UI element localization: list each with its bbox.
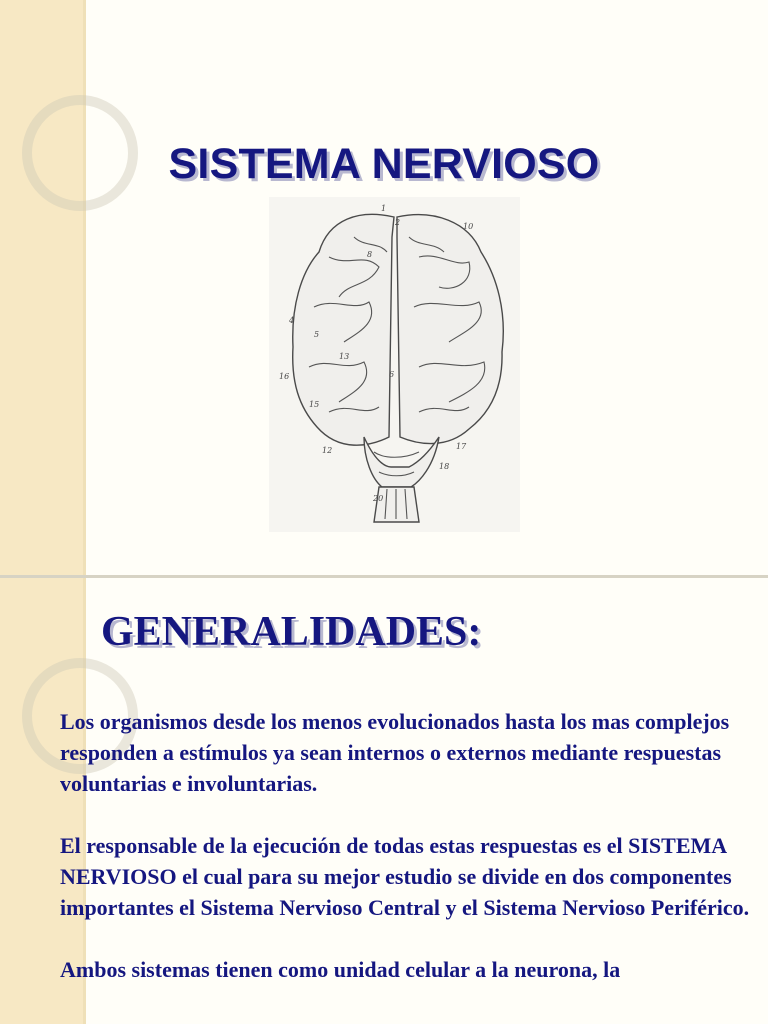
section-title: GENERALIDADES: [101,609,482,655]
svg-text:13: 13 [339,352,350,361]
paragraph-1: Los organismos desde los menos evolucionados hasta los mas complejos responden a estímulos ya sean internos o externos mediante respuestas voluntarias e involuntarias. [60,709,730,796]
body-text [60,706,750,1016]
svg-text:18: 18 [439,462,450,471]
svg-text:16: 16 [279,372,290,381]
svg-text:4: 4 [289,316,295,325]
svg-text:20: 20 [373,494,384,503]
svg-text:6: 6 [389,370,395,379]
svg-text:2: 2 [395,218,401,227]
paragraph-3: Ambos sistemas tienen como unidad celular a la neurona, la [60,957,621,982]
svg-text:10: 10 [463,222,474,231]
paragraph-2: El responsable de la ejecución de todas estas respuestas es el SISTEMA NERVIOSO el cual para su mejor estudio se divide en dos componentes importantes el Sistema Nervioso Central y el Sistema Nervioso Periférico. [60,833,750,920]
brain-image [269,197,520,532]
svg-text:17: 17 [456,442,467,451]
svg-text:5: 5 [314,330,320,339]
svg-text:1: 1 [381,204,387,213]
svg-text:12: 12 [322,446,333,455]
svg-text:8: 8 [367,250,373,259]
slide-2 [0,578,768,1024]
svg-text:15: 15 [309,400,320,409]
brain-illustration-icon [269,197,520,532]
decorative-band [0,0,86,576]
slide-title: SISTEMA NERVIOSO [168,140,600,188]
